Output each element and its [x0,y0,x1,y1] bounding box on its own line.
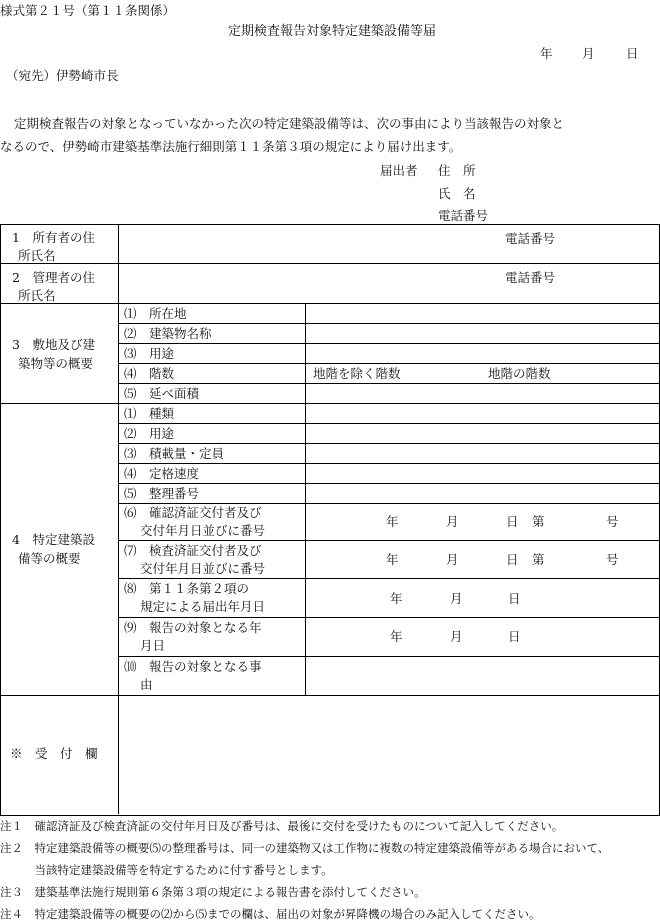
section-4-label-line1: 4 特定建築設 [12,532,95,547]
manager-phone-label: 電話番号 [505,270,556,285]
s4-row-8-line1: ⑻ 第１１条第２項の [124,581,250,596]
r6-year-label: 年 [386,514,399,529]
s4-row-9-line2: 月日 [140,638,166,653]
note-4: 注４ 特定建築設備等の概要の⑵から⑸までの欄は、届出の対象が昇降機の場合のみ記入してください。 [0,907,541,921]
s4-row-7-line1: ⑺ 検査済証交付者及び [124,543,262,558]
intro-line-1: 定期検査報告の対象となっていなかった次の特定建築設備等は、次の事由により当該報告の対象と [14,116,565,131]
table-hline [0,403,660,404]
s4-row-use: ⑵ 用途 [124,426,175,441]
s3-row-use: ⑶ 用途 [124,346,175,361]
r6-day-label: 日 [506,514,519,529]
table-vline-label-column [118,224,119,814]
r7-month-label: 月 [446,552,459,567]
s3-row-building-name: ⑵ 建築物名称 [124,326,212,341]
date-month-label: 月 [582,46,595,61]
s4-row-9-line1: ⑼ 報告の対象となる年 [124,620,262,635]
intro-line-2: なるので、伊勢崎市建築基準法施行細則第１１条第３項の規定により届け出ます。 [0,139,462,154]
s4-row-reference-number: ⑸ 整理番号 [124,486,200,501]
note-1: 注１ 確認済証及び検査済証の交付年月日及び番号は、最後に交付を受けたものについて記入してください。 [0,819,564,833]
section-3-label-line1: 3 敷地及び建 [12,337,95,352]
note-3: 注３ 建築基準法施行規則第６条第３項の規定による報告書を添付してください。 [0,885,426,899]
date-year-label: 年 [540,46,553,61]
form-table [0,224,660,816]
s4-row-rated-speed: ⑷ 定格速度 [124,466,200,481]
table-hline [118,343,660,344]
table-hline [0,303,660,304]
r7-number-suffix: 号 [606,552,619,567]
r9-year-label: 年 [390,629,403,644]
applicant-address-label: 住 所 [438,163,476,178]
s3-row-floor-area: ⑸ 延べ面積 [124,386,200,401]
s3-row-location: ⑴ 所在地 [124,306,187,321]
note-2-continued: 当該特定建築設備等を特定するために付す番号とします。 [0,863,333,877]
r7-number-prefix: 第 [532,552,545,567]
s4-row-10-line1: ⑽ 報告の対象となる事 [124,659,262,674]
date-day-label: 日 [626,46,639,61]
table-hline [118,383,660,384]
reception-label: ※ 受 付 欄 [10,746,98,761]
section-2-label-line2: 所氏名 [18,288,56,303]
section-4-label-line2: 備等の概要 [18,551,81,566]
table-hline [118,483,660,484]
s4-row-6-line2: 交付年月日並びに番号 [140,523,266,538]
addressee: （宛先）伊勢崎市長 [6,68,119,83]
s4-row-10-line2: 由 [140,677,153,692]
r7-year-label: 年 [386,552,399,567]
r9-month-label: 月 [450,629,463,644]
owner-phone-label: 電話番号 [505,231,556,246]
r8-year-label: 年 [390,591,403,606]
floors-above-label: 地階を除く階数 [313,366,401,381]
r8-day-label: 日 [508,591,521,606]
applicant-label: 届出者 [380,163,418,178]
section-2-label-line1: 2 管理者の住 [12,270,95,285]
table-hline [118,463,660,464]
r6-month-label: 月 [446,514,459,529]
note-2: 注２ 特定建築設備等の概要⑸の整理番号は、同一の建築物又は工作物に複数の特定建築設備等がある場合において、 [0,841,610,855]
table-hline [0,263,660,264]
s4-row-6-line1: ⑹ 確認済証交付者及び [124,505,262,520]
section-1-label-line2: 所氏名 [18,248,56,263]
r9-day-label: 日 [508,629,521,644]
s3-row-floors: ⑷ 階数 [124,366,175,381]
applicant-phone-label: 電話番号 [438,208,489,223]
s4-row-7-line2: 交付年月日並びに番号 [140,561,266,576]
table-vline-value-column [305,303,306,695]
table-hline [118,423,660,424]
s4-row-type: ⑴ 種類 [124,406,175,421]
table-hline [0,695,660,696]
applicant-name-label: 氏 名 [438,186,476,201]
section-1-label-line1: 1 所有者の住 [12,230,95,245]
r6-number-suffix: 号 [606,514,619,529]
form-title: 定期検査報告対象特定建築設備等届 [228,24,437,39]
r8-month-label: 月 [450,591,463,606]
section-3-label-line2: 築物等の概要 [18,356,94,371]
r6-number-prefix: 第 [532,514,545,529]
s4-row-8-line2: 規定による届出年月日 [140,599,266,614]
s4-row-capacity: ⑶ 積載量・定員 [124,446,225,461]
floors-below-label: 地階の階数 [488,366,551,381]
r7-day-label: 日 [506,552,519,567]
form-number: 様式第２１号（第１１条関係） [0,3,176,18]
